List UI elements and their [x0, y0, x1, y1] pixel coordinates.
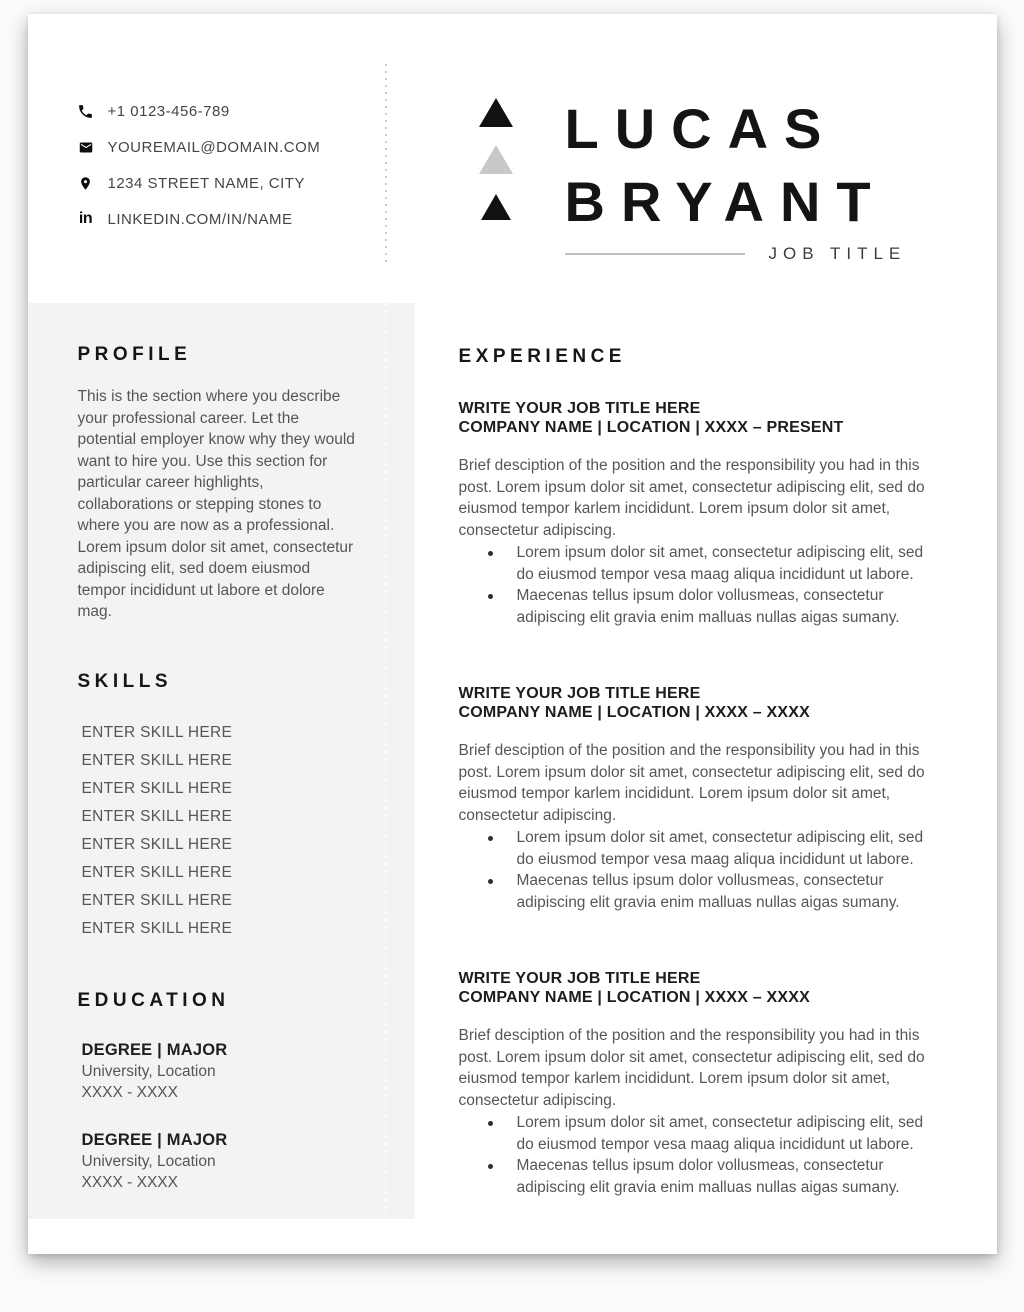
triangle-icon [479, 98, 513, 127]
skill-item: ENTER SKILL HERE [81, 863, 233, 881]
job-entry-company: COMPANY NAME | LOCATION | XXXX – XXXX [458, 704, 811, 721]
skill-item: ENTER SKILL HERE [81, 723, 233, 741]
experience-entry [459, 399, 937, 628]
job-entry-title: WRITE YOUR JOB TITLE HERE [458, 685, 701, 702]
first-name: LUCAS [564, 97, 838, 160]
job-entry-description: Brief desciption of the position and the responsibility you had in this post. Lorem ipsum dolor sit amet, consectetur adipiscing elit, sed do eiusmod tempor karlem incididunt. Lorem ipsum dolor sit amet, consectetur adipiscing. [458, 1027, 925, 1109]
skill-item: ENTER SKILL HERE [81, 807, 233, 825]
last-name: BRYANT [564, 170, 887, 233]
profile-heading: PROFILE [77, 344, 192, 365]
school: University, Location [81, 1152, 216, 1170]
job-entry-bullets [459, 1112, 937, 1198]
job-entry-title: WRITE YOUR JOB TITLE HERE [458, 970, 701, 987]
bullet-item: Lorem ipsum dolor sit amet, consectetur adipiscing elit, sed do eiusmod tempor vesa maag aliqua incididunt ut labore. [459, 1112, 937, 1155]
education-dates: XXXX - XXXX [81, 1173, 178, 1191]
triangle-icon [479, 145, 513, 174]
sidebar-divider-dotted-line [385, 303, 387, 1219]
bullet-item: Maecenas tellus ipsum dolor vollusmeas, consectetur adipiscing elit gravia enim malluas nullas aigas sumany. [459, 870, 937, 913]
skills-list [78, 719, 361, 943]
job-title: JOB TITLE [768, 244, 907, 263]
bullet-item: Lorem ipsum dolor sit amet, consectetur adipiscing elit, sed do eiusmod tempor vesa maag aliqua incididunt ut labore. [459, 827, 937, 870]
skill-item: ENTER SKILL HERE [81, 919, 233, 937]
education-entry [78, 1039, 361, 1103]
education-heading: EDUCATION [77, 989, 230, 1011]
contact-phone [75, 100, 321, 122]
resume-page [28, 14, 997, 1254]
job-entry-company: COMPANY NAME | LOCATION | XXXX – PRESENT [458, 419, 844, 436]
contact-email [75, 136, 321, 158]
job-entry-bullets [459, 827, 937, 913]
degree: DEGREE | MAJOR [81, 1040, 228, 1059]
location-icon [75, 174, 97, 193]
bullet-item: Lorem ipsum dolor sit amet, consectetur adipiscing elit, sed do eiusmod tempor vesa maag aliqua incididunt ut labore. [459, 542, 937, 585]
contact-address [75, 172, 321, 194]
email-icon [75, 140, 97, 155]
skill-item: ENTER SKILL HERE [81, 751, 233, 769]
name-block [565, 92, 907, 264]
bullet-item: Maecenas tellus ipsum dolor vollusmeas, consectetur adipiscing elit gravia enim malluas nullas aigas sumany. [459, 1155, 937, 1198]
experience-section [459, 345, 937, 1254]
job-title-row [565, 244, 907, 264]
logo-triangles [478, 98, 514, 220]
linkedin-url: LINKEDIN.COM/IN/NAME [107, 210, 293, 228]
skill-item: ENTER SKILL HERE [81, 835, 233, 853]
education-entry [78, 1129, 361, 1193]
education-dates: XXXX - XXXX [81, 1083, 178, 1101]
email-address: YOUREMAIL@DOMAIN.COM [107, 138, 321, 156]
job-title-rule [565, 253, 745, 255]
bullet-item: Maecenas tellus ipsum dolor vollusmeas, consectetur adipiscing elit gravia enim malluas nullas aigas sumany. [459, 585, 937, 628]
phone-icon [75, 103, 97, 120]
job-entry-bullets [459, 542, 937, 628]
job-entry-description: Brief desciption of the position and the responsibility you had in this post. Lorem ipsum dolor sit amet, consectetur adipiscing elit, sed do eiusmod tempor karlem incididunt. Lorem ipsum dolor sit amet, consectetur adipiscing. [458, 742, 925, 824]
triangle-icon [481, 194, 511, 220]
job-entry-description: Brief desciption of the position and the responsibility you had in this post. Lorem ipsum dolor sit amet, consectetur adipiscing elit, sed do eiusmod tempor karlem incididunt. Lorem ipsum dolor sit amet, consectetur adipiscing. [458, 457, 925, 539]
street-address: 1234 STREET NAME, CITY [107, 174, 305, 192]
sidebar [28, 303, 415, 1219]
linkedin-icon: in [78, 210, 93, 227]
experience-heading: EXPERIENCE [458, 346, 626, 367]
skill-item: ENTER SKILL HERE [81, 891, 233, 909]
job-entry-company: COMPANY NAME | LOCATION | XXXX – XXXX [458, 989, 811, 1006]
phone-number: +1 0123-456-789 [107, 102, 230, 120]
contact-block [75, 100, 321, 244]
skills-heading: SKILLS [77, 670, 173, 692]
contact-linkedin [75, 208, 321, 230]
degree: DEGREE | MAJOR [81, 1130, 228, 1149]
experience-entry [459, 684, 937, 913]
skill-item: ENTER SKILL HERE [81, 779, 233, 797]
school: University, Location [81, 1062, 216, 1080]
header-divider-dotted-line [385, 64, 387, 266]
profile-text: This is the section where you describe your professional career. Let the potential employer know why they would want to hire you. Use this section for particular career highlights, collaborations or stepping stones to where you are now as a professional. Lorem ipsum dolor sit amet, consectetur adipiscing elit, sed doem eiusmod tempor incididunt ut labore et dolore mag. [77, 388, 355, 620]
experience-entry [459, 969, 937, 1198]
job-entry-title: WRITE YOUR JOB TITLE HERE [458, 400, 701, 417]
